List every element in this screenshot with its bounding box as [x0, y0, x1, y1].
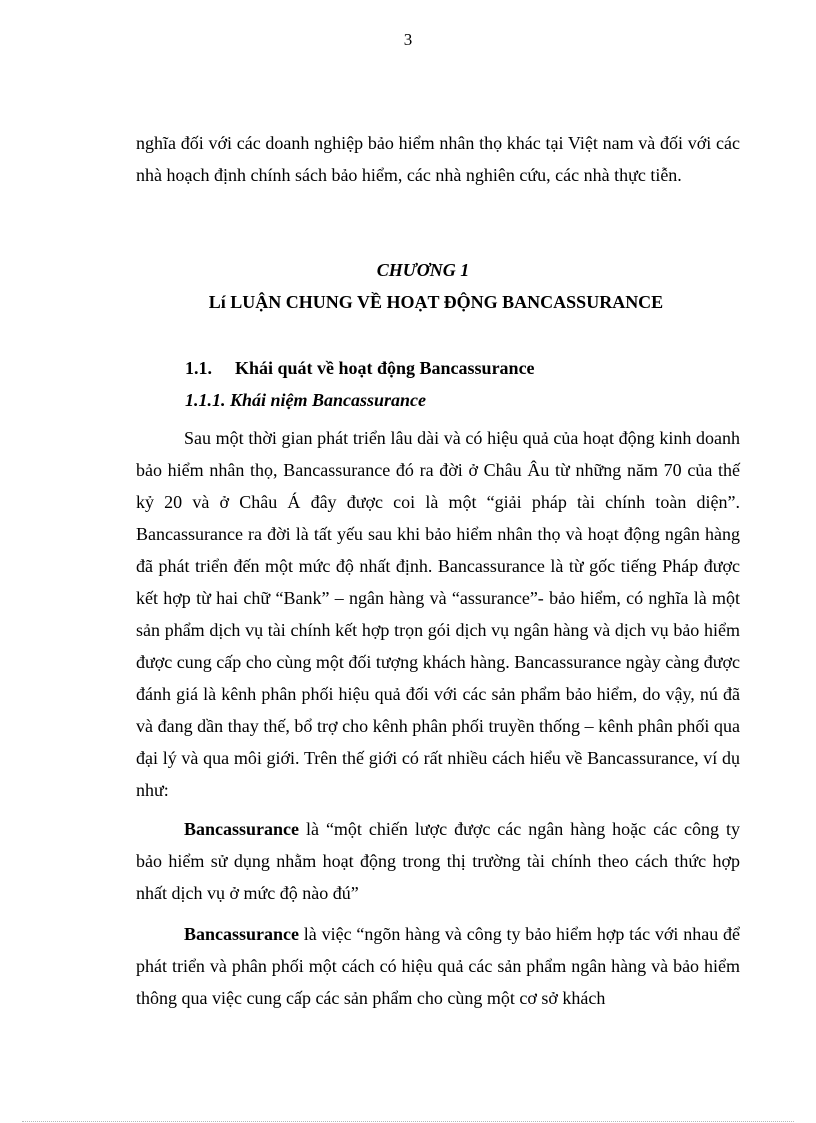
subsection-heading: 1.1.1. Khái niệm Bancassurance	[185, 390, 427, 410]
definition-paragraph-2	[136, 918, 740, 1014]
definition-text: là việc “ngõn hàng và công ty bảo hiểm hợp tác với nhau để phát triển và phân phối một cách có hiệu quả các sản phẩm ngân hàng và bảo hiểm thông qua việc cung cấp các sản phẩm cho cùng một cơ sở khách	[136, 924, 740, 1008]
definition-paragraph-1	[136, 813, 740, 909]
section-number: 1.1.	[185, 358, 212, 378]
definition-term: Bancassurance	[184, 819, 300, 839]
intro-paragraph: nghĩa đối với các doanh nghiệp bảo hiểm nhân thọ khác tại Việt nam và đối với các nhà hoạch định chính sách bảo hiểm, các nhà nghiên cứu, các nhà thực tiễn.	[136, 133, 740, 185]
definition-text: là “một chiến lược được các ngân hàng hoặc các công ty bảo hiểm sử dụng nhằm hoạt động trong thị trường tài chính theo cách thức hợp nhất dịch vụ ở mức độ nào đú”	[136, 819, 740, 903]
chapter-label: CHƯƠNG 1	[376, 260, 470, 280]
section-heading	[185, 358, 535, 379]
page-bottom-divider	[22, 1121, 794, 1122]
definition-term: Bancassurance	[184, 924, 300, 944]
section-title: Khái quát về hoạt động Bancassurance	[235, 358, 535, 378]
chapter-title: Lí LUẬN CHUNG VỀ HOẠT ĐỘNG BANCASSURANCE	[208, 292, 664, 312]
main-paragraph: Sau một thời gian phát triển lâu dài và có hiệu quả của hoạt động kinh doanh bảo hiểm nhân thọ, Bancassurance đó ra đời ở Châu Âu từ những năm 70 của thế kỷ 20 và ở Châu Á đây được coi là một “giải pháp tài chính toàn diện”. Bancassurance ra đời là tất yếu sau khi bảo hiểm nhân thọ và hoạt động ngân hàng đã phát triển đến một mức độ nhất định. Bancassurance là từ gốc tiếng Pháp được kết hợp từ hai chữ “Bank” – ngân hàng và “assurance”- bảo hiểm, có nghĩa là một sản phẩm dịch vụ tài chính kết hợp trọn gói dịch vụ ngân hàng và dịch vụ bảo hiểm được cung cấp cho cùng một đối tượng khách hàng. Bancassurance ngày càng được đánh giá là kênh phân phối hiệu quả đối với các sản phẩm bảo hiểm, do vậy, nú đã và đang dần thay thế, bổ trợ cho kênh phân phối truyền thống – kênh phân phối qua đại lý và qua môi giới. Trên thế giới có rất nhiều cách hiểu về Bancassurance, ví dụ như:	[136, 428, 740, 800]
page-number: 3	[403, 30, 413, 49]
